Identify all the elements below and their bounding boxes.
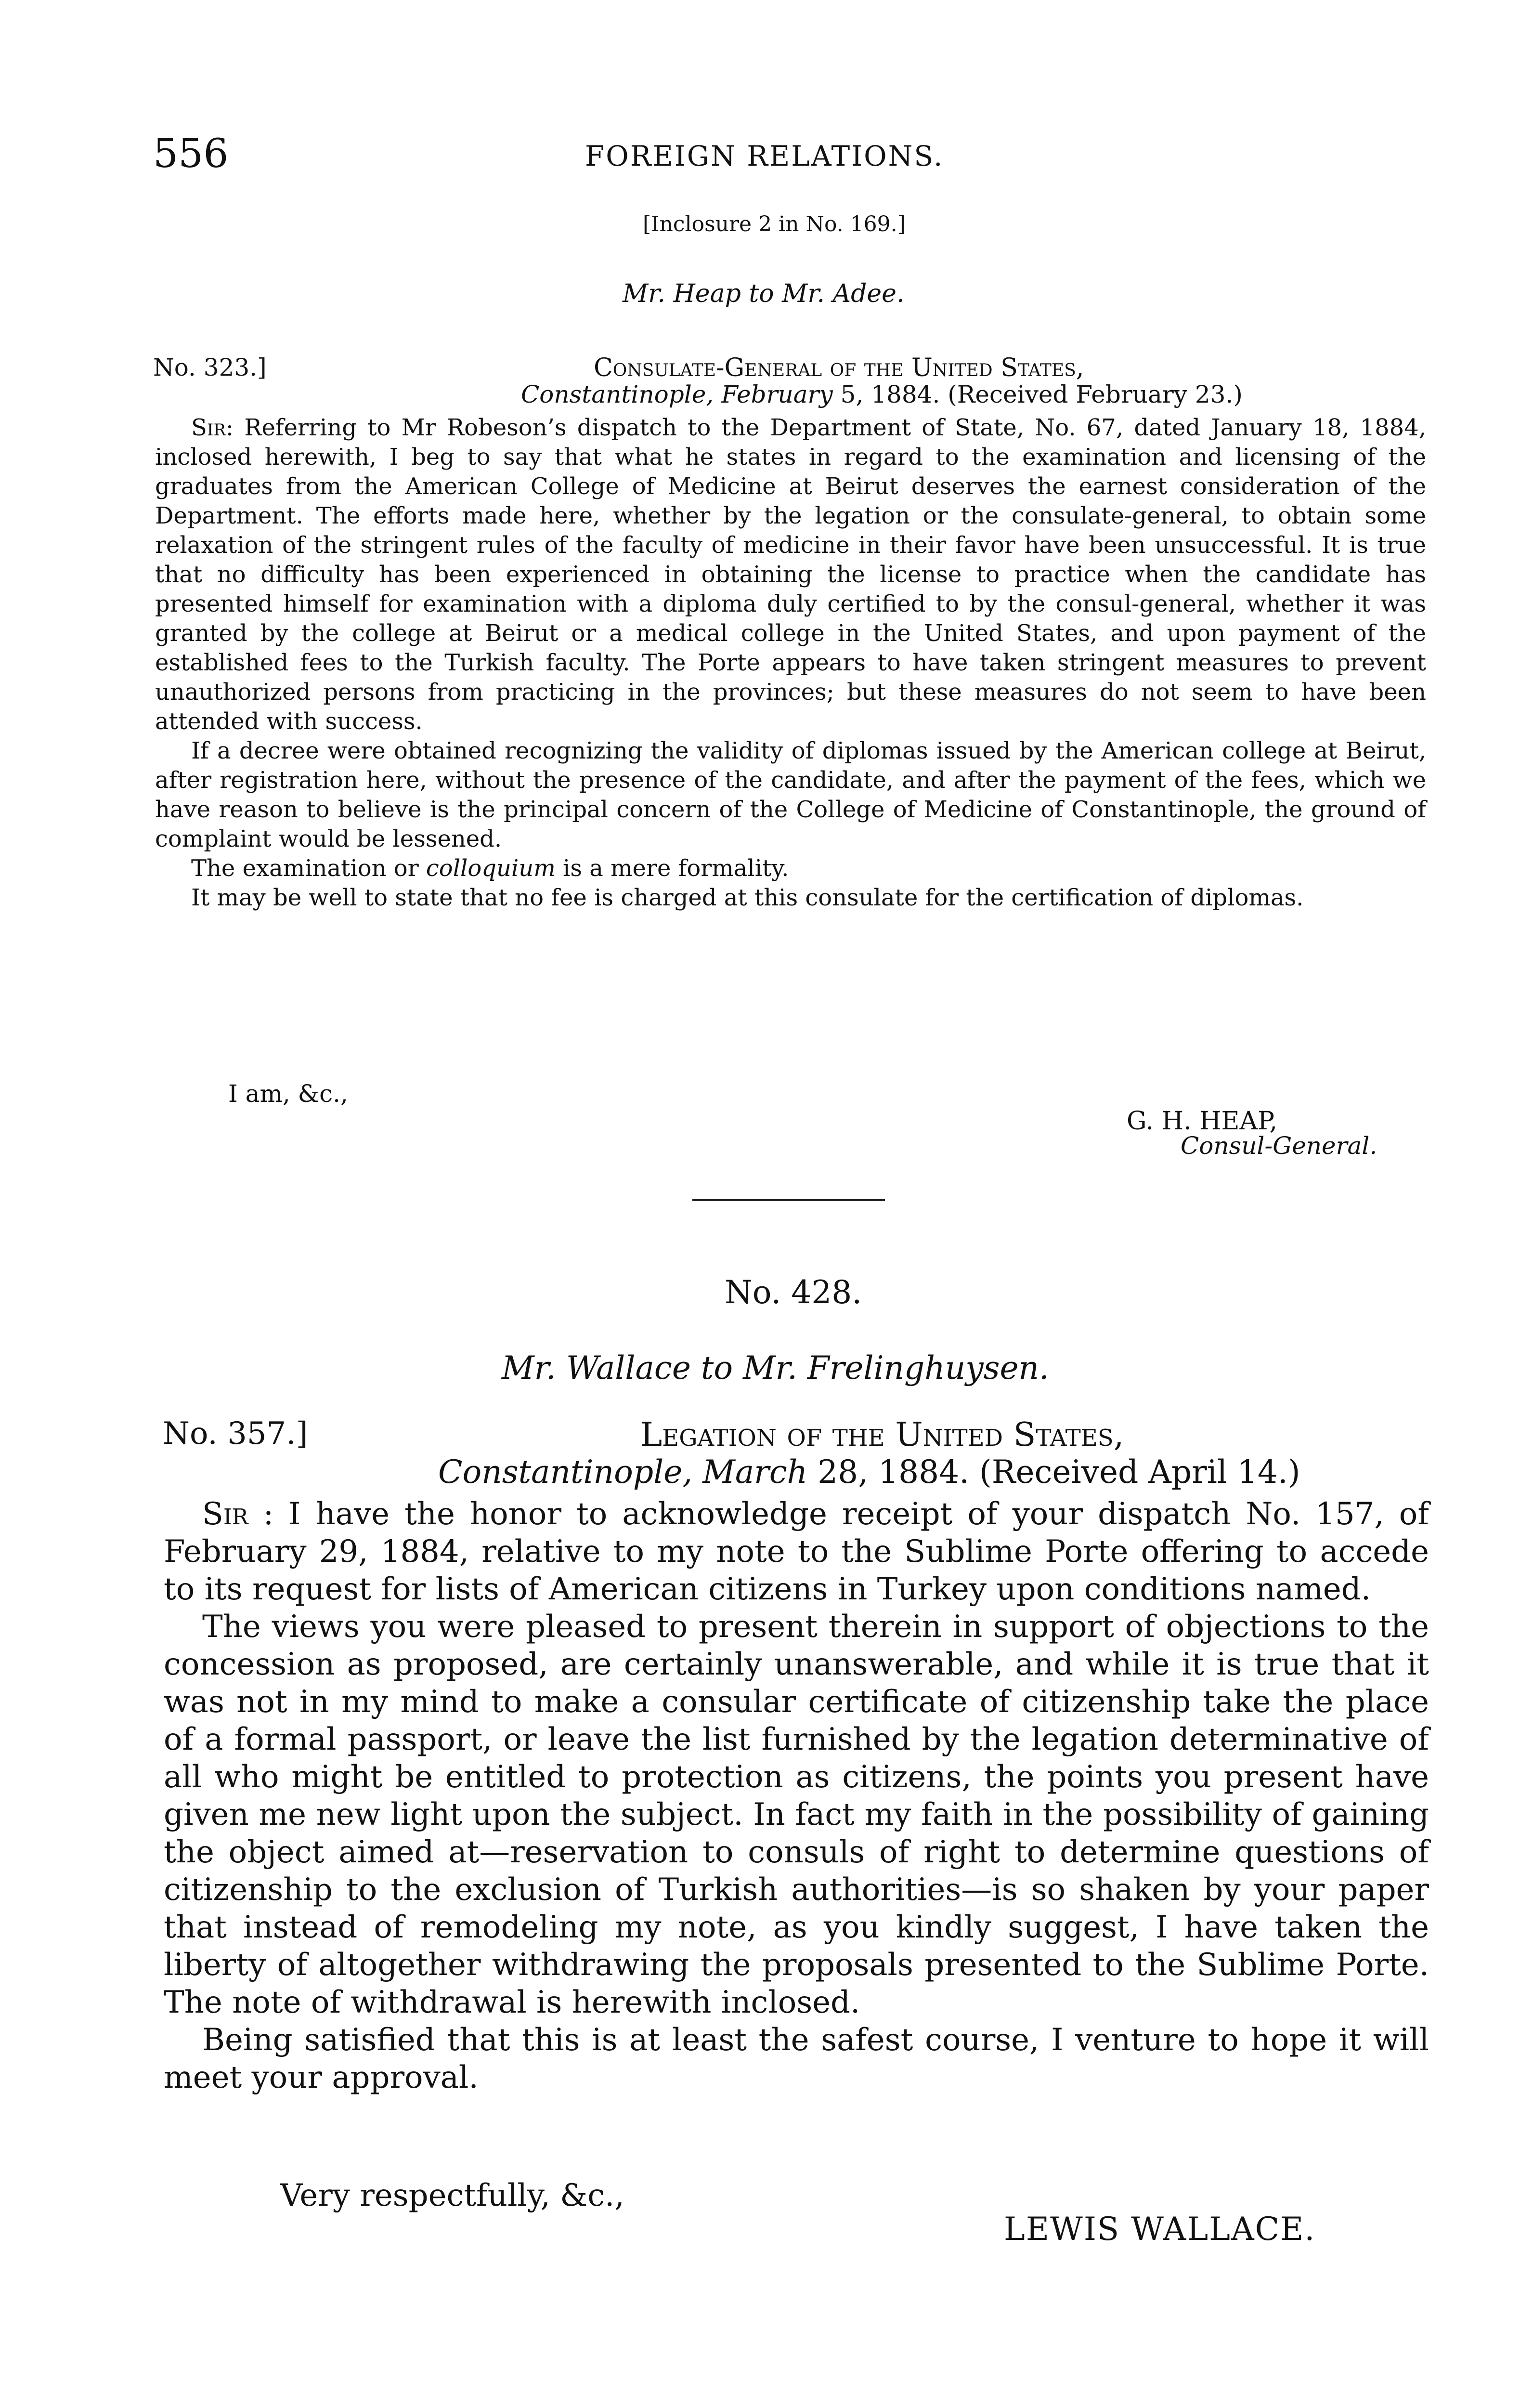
dateline-place: Constantinople, February [521, 380, 833, 408]
signer-title: Consul-General. [1181, 1132, 1377, 1160]
dateline [438, 1453, 1300, 1491]
letter-title: Mr. Heap to Mr. Adee. [623, 279, 905, 308]
received-note: (Received February 23.) [948, 380, 1243, 408]
closing: I am, &c., [228, 1080, 348, 1108]
letter-title: Mr. Wallace to Mr. Frelinghuysen. [502, 1349, 1050, 1387]
italic-term: colloquium [426, 855, 556, 882]
signer-name: G. H. HEAP, [1127, 1107, 1277, 1136]
office-heading: Legation of the United States, [640, 1416, 1124, 1454]
dateline-date: 5, 1884. [840, 380, 940, 408]
paragraph-text: The examination or [191, 855, 419, 882]
paragraph-text: I have the honor to acknowledge receipt of your dispatch No. 157, of February 29, 1884, relative to my note to the Sublime Porte offering to accede to its request for lists of American citizens in Turkey upon conditions named. [164, 1496, 1429, 1607]
salutation: Sir : [202, 1496, 274, 1532]
dispatch-number: No. 323.] [153, 353, 267, 381]
signer-name: LEWIS WALLACE. [1004, 2211, 1316, 2248]
paragraph-text: is a mere formality. [562, 855, 789, 882]
dateline-place: Constantinople, March [438, 1453, 808, 1491]
document-number: No. 428. [725, 1274, 862, 1311]
received-note: (Received April 14.) [979, 1453, 1300, 1491]
paragraph: The views you were pleased to present therein in support of objections to the concession as proposed, are certainly unanswerable, and while it is true that it was not in my mind to make a consular certificate of citizenship take the place of a formal passport, or leave the list furnished by the legation determinative of all who might be entitled to protection as citizens, the points you present have given me new light upon the subject. In fact my faith in the possibility of gaining the object aimed at—reservation to consuls of right to determine questions of citizenship to the exclusion of Turkish authorities—is so shaken by your paper that instead of remodeling my note, as you kindly suggest, I have taken the liberty of altogether withdrawing the proposals presented to the Sublime Porte. The note of withdrawal is herewith inclosed. [164, 1609, 1429, 2020]
paragraph-text: Referring to Mr Robeson’s dispatch to the Department of State, No. 67, dated January 18, 1884, inclosed herewith, I beg to say that what he states in regard to the examination and licensing of the graduates from the American College of Medicine at Beirut deserves the earnest consideration of the Department. The efforts made here, whether by the legation or the consulate-general, to obtain some relaxation of the stringent rules of the faculty of medicine in their favor have been unsuccessful. It is true that no difficulty has been experienced in obtaining the license to practice when the candidate has presented himself for examination with a diploma duly certified to by the consul-general, whether it was granted by the college at Beirut or a medical college in the United States, and upon payment of the established fees to the Turkish faculty. The Porte appears to have taken stringent measures to prevent unauthorized persons from practicing in the provinces; but these measures do not seem to have been attended with success. [155, 414, 1426, 735]
page-number: 556 [153, 131, 229, 177]
paragraph: It may be well to state that no fee is charged at this consulate for the certification of diplomas. [191, 884, 1304, 911]
inclosure-note: [Inclosure 2 in No. 169.] [643, 212, 906, 236]
closing: Very respectfully, &c., [280, 2178, 624, 2213]
office-heading: Consulate-General of the United States, [594, 353, 1084, 382]
letter-body [164, 1495, 1429, 2096]
paragraph [164, 1495, 1429, 1608]
dateline-date: 28, 1884. [818, 1453, 970, 1491]
section-divider [692, 1199, 885, 1201]
running-title: FOREIGN RELATIONS. [585, 140, 944, 172]
dateline [521, 380, 1243, 408]
letter-body [155, 413, 1426, 913]
paragraph: Being satisfied that this is at least the safest course, I venture to hope it will meet your approval. [164, 2022, 1429, 2095]
paragraph: If a decree were obtained recognizing the validity of diplomas issued by the American college at Beirut, after registration here, without the presence of the candidate, and after the payment of the fees, which we have reason to believe is the principal concern of the College of Medicine of Constantinople, the ground of complaint would be lessened. [155, 737, 1426, 852]
paragraph [155, 413, 1426, 736]
salutation: Sir: [191, 414, 234, 441]
dispatch-number: No. 357.] [163, 1416, 308, 1452]
paragraph [155, 854, 1426, 883]
